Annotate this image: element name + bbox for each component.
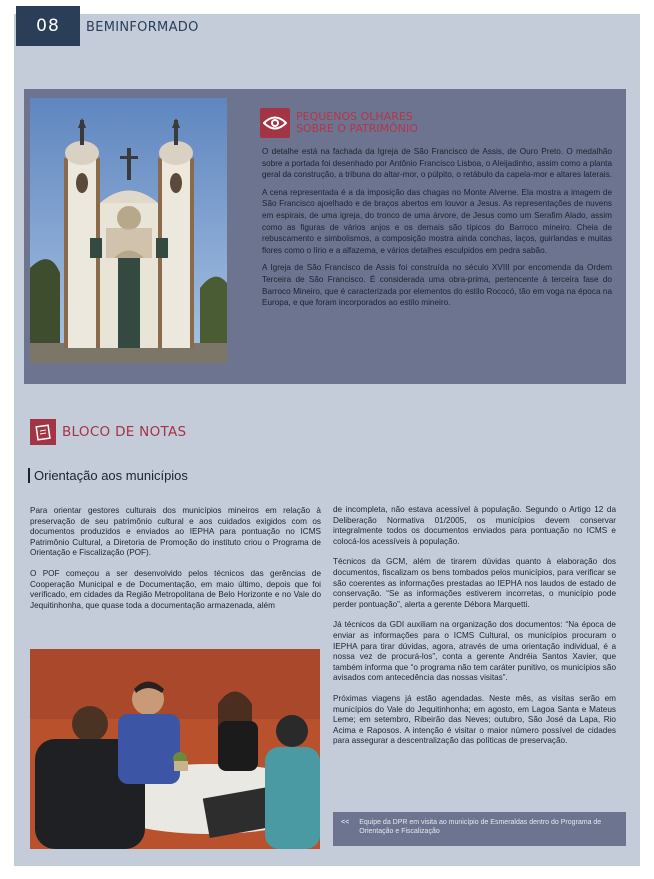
article-paragraph: Para orientar gestores culturais dos municípios mineiros em relação à preservação de seu patrimônio cultural e aos cuidados exigidos com os documentos produzidos e enviados ao IEPHA para pontuação no ICMS Patrimônio Cultural, a Diretoria de Promoção do instituto criou o Programa de Orientação e Fiscalização (POF). xyxy=(30,506,321,558)
photo-caption xyxy=(333,812,626,846)
meeting-photo xyxy=(30,649,320,849)
patrimonio-paragraph: O detalhe está na fachada da Igreja de São Francisco de Assis, de Ouro Preto. O medalhão sobre a portada foi desenhado por Antônio Francisco Lisboa, o Aleijadinho, assim como a planta geral da construção, a tribuna do altar-mor, o púlpito, o retábulo da capela-mor e altares laterais. xyxy=(262,147,612,180)
bloco-title: BLOCO DE NOTAS xyxy=(62,424,187,440)
article-paragraph: Técnicos da GCM, além de tirarem dúvidas quanto à elaboração dos documentos, fiscalizam os bens tombados pelos municípios, para verificar se são coerentes as informações prestadas ao IEPHA nos laudos de estado de conservação. “Se as informações estiverem incorretas, o município pode perder pontuação”, alerta a gerente Débora Marquetti. xyxy=(333,557,616,609)
caption-arrow-icon: << xyxy=(341,819,350,826)
patrimonio-title-line2: SOBRE O PATRIMÔNIO xyxy=(296,122,418,135)
magazine-title-light: INFORMADO xyxy=(115,20,199,35)
bloco-header xyxy=(30,418,186,446)
patrimonio-paragraph: A Igreja de São Francisco de Assis foi construída no século XVIII por encomenda da Ordem Terceira de São Francisco. É considerada uma obra-prima, pertencente à terceira fase do Barroco Mineiro, que é caracterizada por elementos do estilo Rococó, tão em voga na época na Europa, e que foram incorporados ao estilo mineiro. xyxy=(262,263,612,308)
church-photo xyxy=(30,98,227,363)
page-number: 08 xyxy=(16,6,80,46)
patrimonio-title xyxy=(296,111,418,135)
patrimonio-title-line1: PEQUENOS OLHARES xyxy=(296,110,413,123)
patrimonio-paragraph: A cena representada é a da imposição das chagas no Monte Alverne. Ela mostra a imagem de São Francisco ajoelhado e de braços abertos em louvor a Jesus. As representações de nuvens em espirais, de uma igreja, do tronco de uma árvore, de Jesus como um Serafim Alado, assim como as figuras de vários anjos e os demais são típicos do Barroco mineiro. Cheia de rebuscamento e simbolismos, a composição mostra ainda conchas, laços, guirlandas e muitas flores como o lírio e a alfazema, e vários detalhes esculpidos em pedra sabão. xyxy=(262,187,612,255)
patrimonio-header xyxy=(260,108,418,138)
magazine-title xyxy=(86,20,199,35)
article-paragraph: Já técnicos da GDI auxiliam na organização dos documentos: “Na época de enviar as informações para o ICMS Cultural, os municípios procuram o IEPHA para tirar dúvidas, agora, através de uma orientação individual, é a nossa vez de procurá-los”, conta a gerente Andréia Santos Xavier, que também informa que “o programa não tem caráter punitivo, os municípios são avisados com antecedência das nossas visitas”. xyxy=(333,620,616,683)
section-title: Orientação aos municípios xyxy=(28,468,188,483)
caption-text: Equipe da DPR em visita ao município de Esmeraldas dentro do Programa de Orientação e Fiscalização xyxy=(359,819,602,835)
article-paragraph: Próximas viagens já estão agendadas. Neste mês, as visitas serão em municípios do Vale do Jequitinhonha; em agosto, em Lagoa Santa e Mateus Leme; em setembro, Ribeirão das Neves; outubro, São José da Lapa, Rio Acima e Raposos. A intenção é visitar o maior número possível de cidades para assegurar a descentralização das políticas de preservação. xyxy=(333,693,616,746)
text-column-right xyxy=(333,505,616,757)
eye-icon xyxy=(260,108,290,138)
notepad-icon xyxy=(30,419,56,445)
text-column-left xyxy=(30,506,321,621)
article-paragraph: O POF começou a ser desenvolvido pelos técnicos das gerências de Cooperação Municipal e de Documentação, em maio último, depois que foi verificado, em cidades da Região Metropolitana de Belo Horizonte e no Vale do Jequitinhonha, que quase toda a documentação armazenada, além xyxy=(30,568,321,610)
magazine-title-bold: BEM xyxy=(86,20,116,35)
article-paragraph: de incompleta, não estava acessível à população. Segundo o Artigo 12 da Deliberação Normativa 01/2005, os municípios devem conservar integralmente todos os documentos enviados para pontuação no ICMS e colocá-los acessíveis à população. xyxy=(333,505,616,546)
patrimonio-text xyxy=(262,146,612,315)
